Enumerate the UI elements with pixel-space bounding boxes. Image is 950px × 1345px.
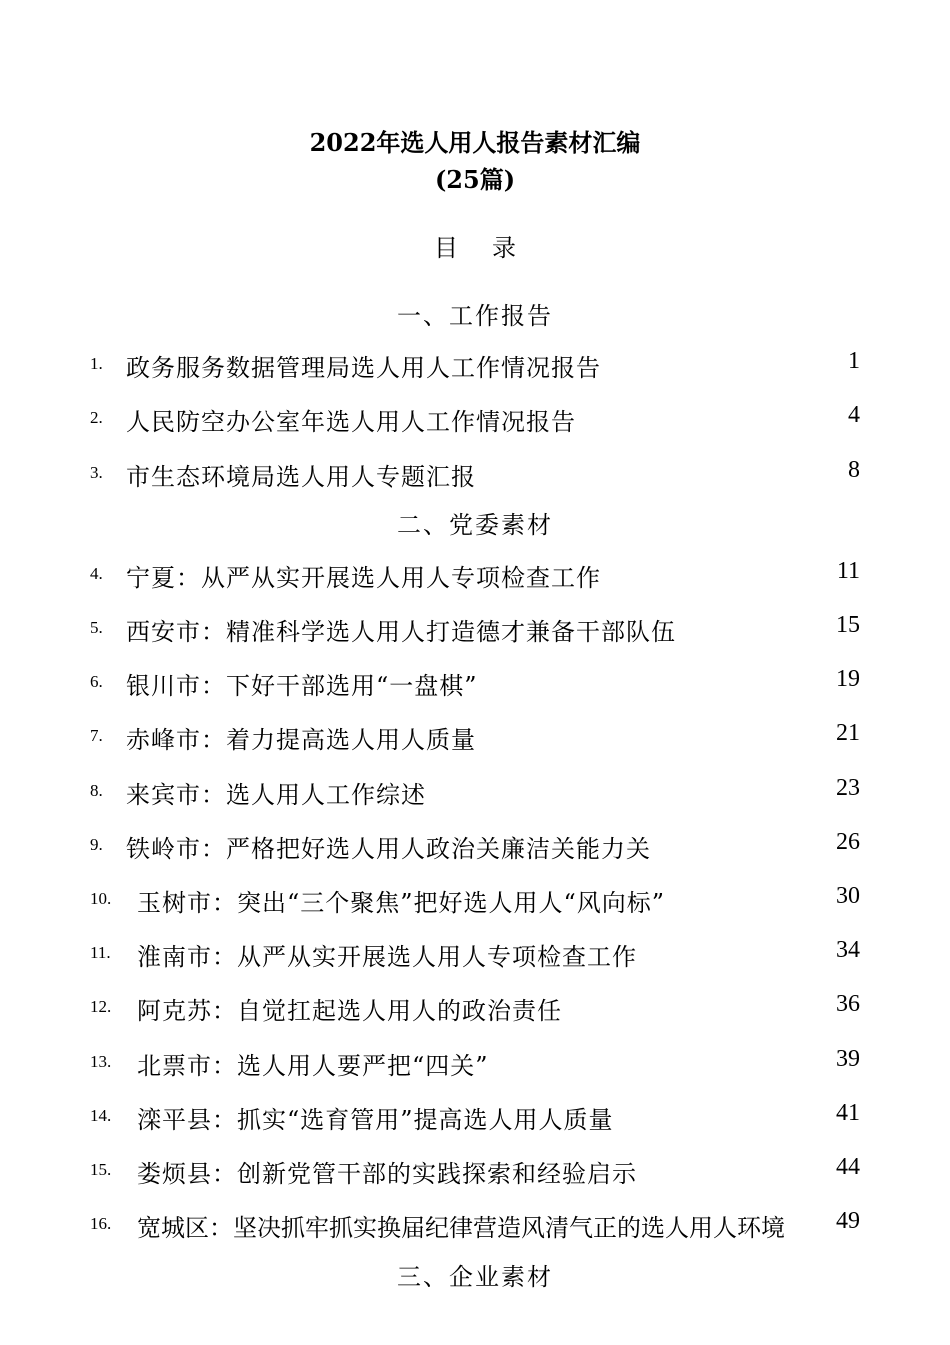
- entry-page: 30: [836, 883, 860, 909]
- section-heading: 三、企业素材: [397, 1263, 553, 1291]
- entry-number: 13.: [90, 1052, 112, 1071]
- document-title: 2022年选人用人报告素材汇编: [309, 128, 641, 157]
- entry-page: 19: [836, 666, 860, 692]
- entry-number: 4.: [90, 564, 103, 583]
- entry-title: 阿克苏：自觉扛起选人用人的政治责任: [137, 997, 562, 1025]
- entry-title: 西安市：精准科学选人用人打造德才兼备干部队伍: [126, 618, 676, 646]
- entry-page: 39: [836, 1046, 860, 1072]
- entry-page: 11: [836, 558, 860, 584]
- entry-title: 来宾市：选人用人工作综述: [126, 781, 426, 809]
- entry-number: 2.: [90, 408, 103, 427]
- toc-entry[interactable]: [90, 883, 860, 917]
- entry-title: 玉树市：突出“三个聚焦”把好选人用人“风向标”: [137, 889, 666, 917]
- entry-number: 3.: [90, 463, 103, 482]
- toc-entry[interactable]: [90, 937, 860, 971]
- entry-page: 21: [836, 720, 860, 746]
- toc-entry[interactable]: [90, 1100, 860, 1134]
- entry-title: 北票市：选人用人要严把“四关”: [137, 1052, 489, 1080]
- entry-title: 市生态环境局选人用人专题汇报: [126, 463, 476, 491]
- toc-entry[interactable]: [90, 775, 860, 809]
- entry-title: 滦平县：抓实“选育管用”提高选人用人质量: [137, 1106, 614, 1134]
- entry-number: 8.: [90, 781, 103, 800]
- entry-number: 7.: [90, 726, 103, 745]
- document-subtitle: (25篇): [434, 165, 516, 194]
- toc-entry[interactable]: [90, 612, 860, 646]
- entry-title: 人民防空办公室年选人用人工作情况报告: [126, 408, 576, 436]
- toc-entry[interactable]: [90, 720, 860, 754]
- entry-number: 12.: [90, 997, 112, 1016]
- entry-page: 23: [836, 775, 860, 801]
- toc-entry[interactable]: [90, 829, 860, 863]
- entry-title: 宽城区：坚决抓牢抓实换届纪律营造风清气正的选人用人环境: [137, 1214, 785, 1242]
- entry-page: 15: [836, 612, 860, 638]
- section-heading: 二、党委素材: [397, 511, 553, 539]
- entry-page: 44: [836, 1154, 860, 1180]
- toc-entry[interactable]: [90, 991, 860, 1025]
- entry-page: 4: [848, 402, 860, 428]
- entry-title: 娄烦县：创新党管干部的实践探索和经验启示: [137, 1160, 637, 1188]
- entry-page: 49: [836, 1208, 860, 1234]
- toc-heading: 目录: [434, 234, 550, 262]
- toc-entry[interactable]: [90, 666, 860, 700]
- entry-page: 36: [836, 991, 860, 1017]
- entry-title: 宁夏：从严从实开展选人用人专项检查工作: [126, 564, 601, 592]
- entry-number: 11.: [90, 943, 111, 962]
- entry-title: 政务服务数据管理局选人用人工作情况报告: [126, 354, 601, 382]
- toc-entry[interactable]: [90, 1046, 860, 1080]
- entry-number: 10.: [90, 889, 112, 908]
- entry-number: 9.: [90, 835, 103, 854]
- toc-entry[interactable]: [90, 348, 860, 382]
- entry-number: 16.: [90, 1214, 112, 1233]
- entry-page: 34: [836, 937, 860, 963]
- entry-title: 铁岭市：严格把好选人用人政治关廉洁关能力关: [126, 835, 651, 863]
- entry-page: 41: [836, 1100, 860, 1126]
- toc-entry[interactable]: [90, 402, 860, 436]
- entry-number: 15.: [90, 1160, 112, 1179]
- entry-number: 6.: [90, 672, 103, 691]
- entry-page: 8: [848, 457, 860, 483]
- toc-entry[interactable]: [90, 1208, 860, 1242]
- toc-entry[interactable]: [90, 558, 860, 592]
- entry-title: 银川市：下好干部选用“一盘棋”: [126, 672, 478, 700]
- entry-number: 14.: [90, 1106, 112, 1125]
- entry-title: 赤峰市：着力提高选人用人质量: [126, 726, 476, 754]
- entry-page: 1: [848, 348, 860, 374]
- toc-entry[interactable]: [90, 457, 860, 491]
- entry-number: 1.: [90, 354, 103, 373]
- toc-entry[interactable]: [90, 1154, 860, 1188]
- entry-title: 淮南市：从严从实开展选人用人专项检查工作: [137, 943, 637, 971]
- entry-number: 5.: [90, 618, 103, 637]
- section-heading: 一、工作报告: [397, 302, 553, 330]
- entry-page: 26: [836, 829, 860, 855]
